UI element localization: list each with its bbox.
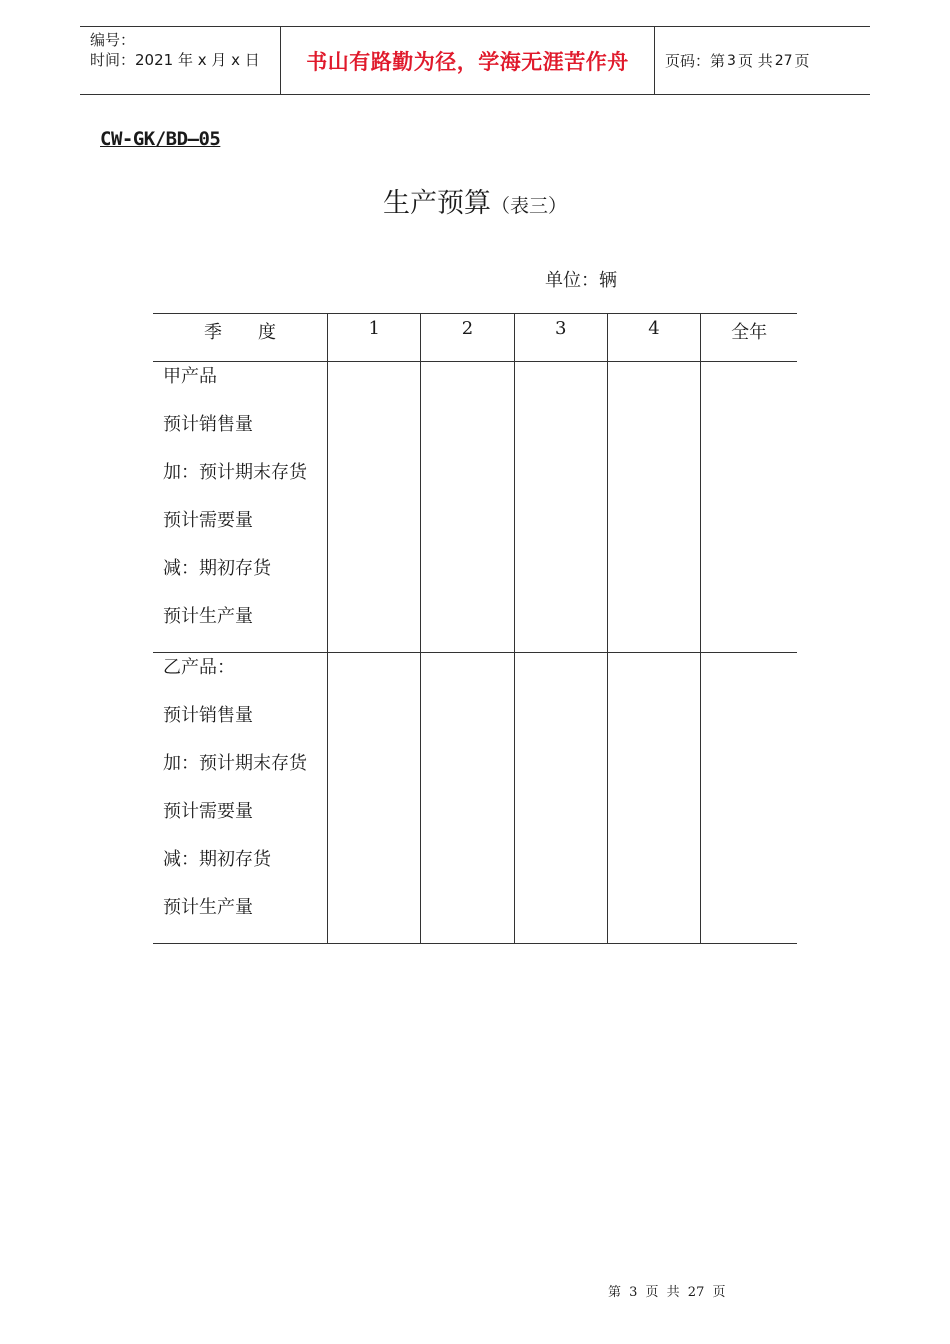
product-a-items xyxy=(153,362,328,653)
page-title xyxy=(0,186,950,224)
product-b-q4-cell xyxy=(607,653,700,944)
list-item: 预计销售量 xyxy=(163,414,253,435)
page-suffix: 页 xyxy=(794,52,810,70)
document-date: 时间：2021 年 x 月 x 日 xyxy=(90,51,260,69)
title-main: 生产预算 xyxy=(382,188,491,219)
product-a-year-cell xyxy=(701,362,797,653)
list-item: 预计需要量 xyxy=(163,801,253,822)
production-budget-table xyxy=(153,313,797,944)
page-footer: 第 3 页 共 27 页 xyxy=(608,1285,726,1300)
page-current: 3 xyxy=(727,52,736,69)
list-item: 加：预计期末存货 xyxy=(163,753,307,774)
product-b-q3-cell xyxy=(514,653,607,944)
header-motto: 书山有路勤为径，学海无涯苦作舟 xyxy=(281,27,655,94)
header-q2: 2 xyxy=(421,314,514,362)
header-q3: 3 xyxy=(514,314,607,362)
product-a-q3-cell xyxy=(514,362,607,653)
unit-label: 单位：辆 xyxy=(545,270,617,291)
header-meta xyxy=(80,27,281,94)
product-b-q2-cell xyxy=(421,653,514,944)
product-b-year-cell xyxy=(701,653,797,944)
document-code: CW-GK/BD—05 xyxy=(100,128,221,150)
product-a-q2-cell xyxy=(421,362,514,653)
list-item: 预计需要量 xyxy=(163,510,253,531)
page-header xyxy=(80,26,870,95)
header-q4: 4 xyxy=(607,314,700,362)
product-b-group xyxy=(153,653,797,944)
list-item: 预计销售量 xyxy=(163,705,253,726)
page-total: 27 xyxy=(774,52,793,69)
product-b-items xyxy=(153,653,328,944)
table-header-row xyxy=(153,314,797,362)
product-a-q1-cell xyxy=(328,362,421,653)
page-mid: 页 共 xyxy=(737,52,773,70)
title-sub: （表三） xyxy=(490,195,567,217)
list-item: 预计生产量 xyxy=(163,606,253,627)
product-b-q1-cell xyxy=(328,653,421,944)
list-item: 减：期初存货 xyxy=(163,558,271,579)
header-quarter: 季 度 xyxy=(153,314,328,362)
product-a-group xyxy=(153,362,797,653)
list-item: 甲产品 xyxy=(163,366,217,387)
header-page-number xyxy=(655,27,870,94)
list-item: 加：预计期末存货 xyxy=(163,462,307,483)
list-item: 预计生产量 xyxy=(163,897,253,918)
page-prefix: 页码：第 xyxy=(665,52,726,70)
list-item: 乙产品： xyxy=(163,657,235,678)
document-number-label: 编号： xyxy=(90,31,136,49)
header-full-year: 全年 xyxy=(701,314,797,362)
product-a-q4-cell xyxy=(607,362,700,653)
list-item: 减：期初存货 xyxy=(163,849,271,870)
header-q1: 1 xyxy=(328,314,421,362)
